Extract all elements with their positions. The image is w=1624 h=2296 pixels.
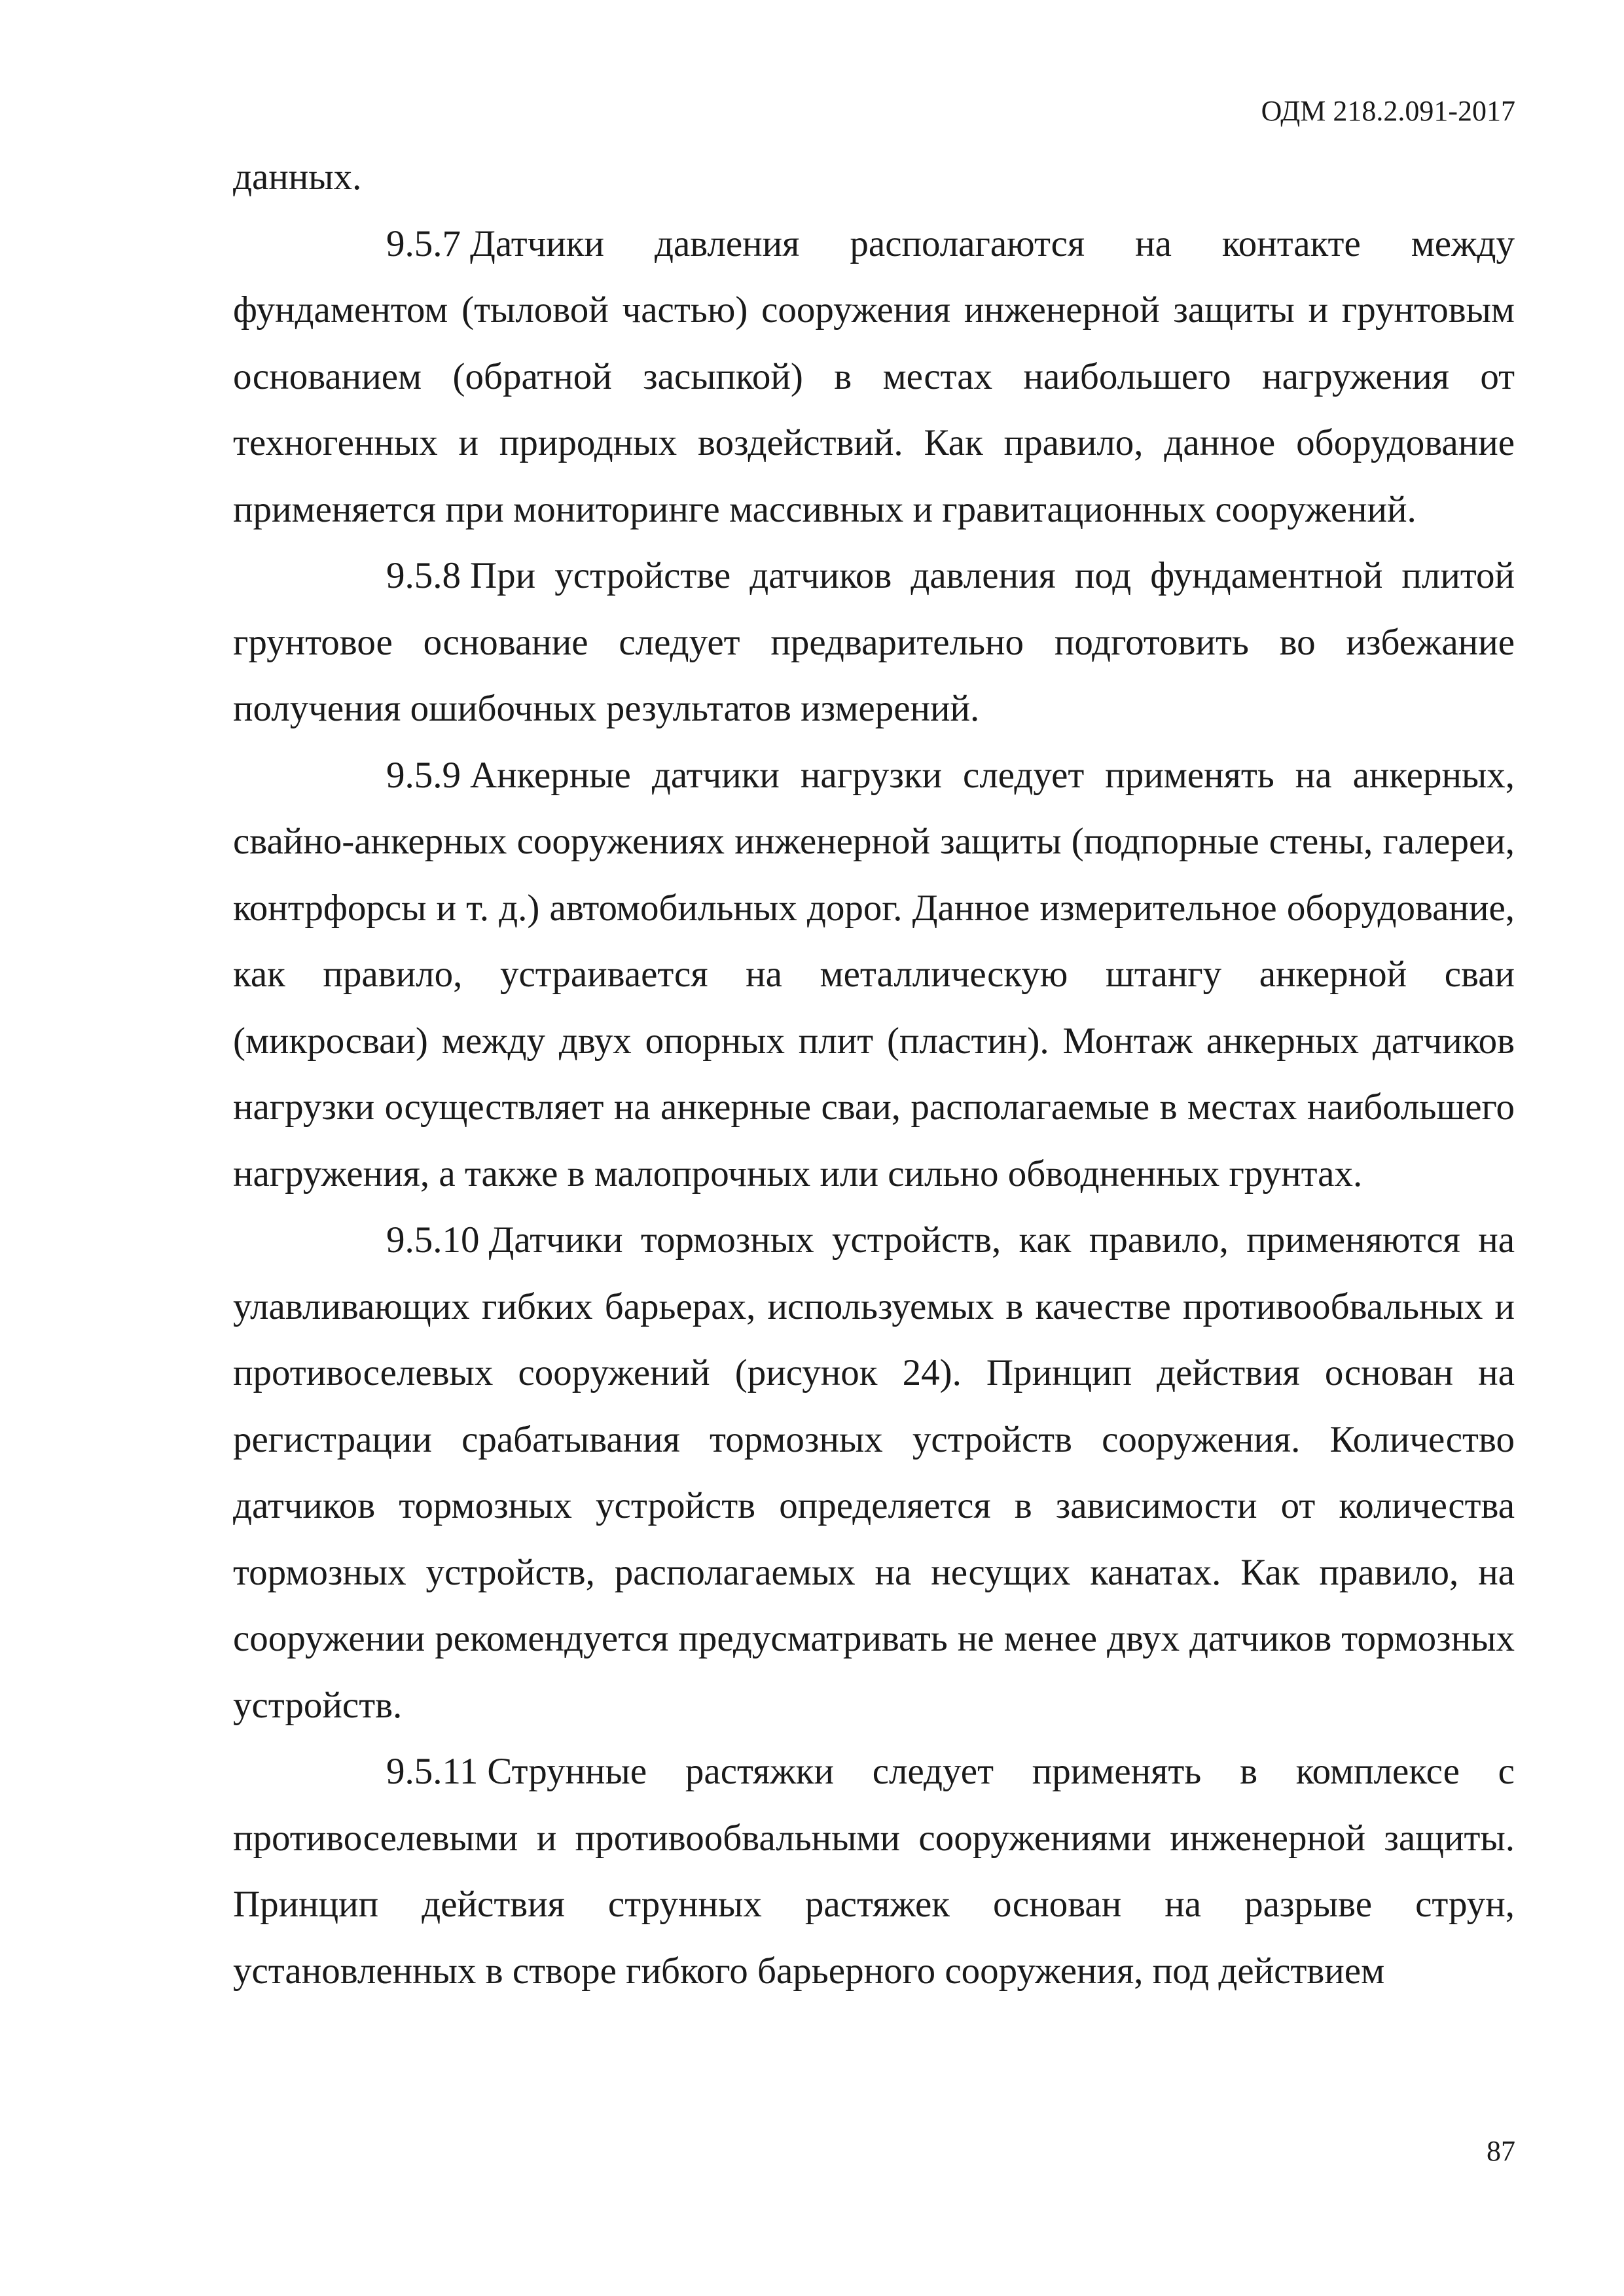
paragraph-9-5-9 [233, 742, 1515, 1208]
continuation-text: данных. [233, 156, 362, 198]
document-body [233, 144, 1515, 2004]
paragraph-9-5-8 [233, 543, 1515, 742]
paragraph-9-5-7 [233, 211, 1515, 543]
paragraph-9-5-10 [233, 1207, 1515, 1738]
paragraph-text: Датчики тормозных устройств, как правило, применяются на улавливающих гибких барьерах, используемых в качестве противообвальных и противоселевых сооружений (рисунок 24). Принцип действия основан на регистрации срабатывания тормозных устройств сооружения. Количество датчиков тормозных устройств определяется в зависимости от количества тормозных устройств, располагаемых на несущих канатах. Как правило, на сооружении рекомендуется предусматривать не менее двух датчиков тормозных устройств. [233, 1219, 1515, 1726]
paragraph-number: 9.5.7 [386, 223, 461, 264]
paragraph-text: Анкерные датчики нагрузки следует применять на анкерных, свайно-анкерных сооружениях инженерной защиты (подпорные стены, галереи, контрфорсы и т. д.) автомобильных дорог. Данное измерительное оборудование, как правило, устраивается на металлическую штангу анкерной сваи (микросваи) между двух опорных плит (пластин). Монтаж анкерных датчиков нагрузки осуществляет на анкерные сваи, располагаемые в местах наибольшего нагружения, а также в малопрочных или сильно обводненных грунтах. [233, 754, 1515, 1194]
paragraph-9-5-11 [233, 1738, 1515, 2004]
paragraph-number: 9.5.11 [386, 1751, 478, 1792]
paragraph-number: 9.5.9 [386, 754, 461, 796]
page-number: 87 [1487, 2135, 1515, 2167]
paragraph-text: Датчики давления располагаются на контакте между фундаментом (тыловой частью) сооружения инженерной защиты и грунтовым основанием (обратной засыпкой) в местах наибольшего нагружения от техногенных и природных воздействий. Как правило, данное оборудование применяется при мониторинге массивных и гравитационных сооружений. [233, 223, 1515, 530]
paragraph-number: 9.5.8 [386, 555, 461, 596]
paragraph-text: Струнные растяжки следует применять в комплексе с противоселевыми и противообвальными сооружениями инженерной защиты. Принцип действия струнных растяжек основан на разрыве струн, установленных в створе гибкого барьерного сооружения, под действием [233, 1751, 1515, 1992]
paragraph-text: При устройстве датчиков давления под фундаментной плитой грунтовое основание следует предварительно подготовить во избежание получения ошибочных результатов измерений. [233, 555, 1515, 729]
paragraph-number: 9.5.10 [386, 1219, 480, 1261]
document-code-header: ОДМ 218.2.091-2017 [1261, 95, 1515, 127]
